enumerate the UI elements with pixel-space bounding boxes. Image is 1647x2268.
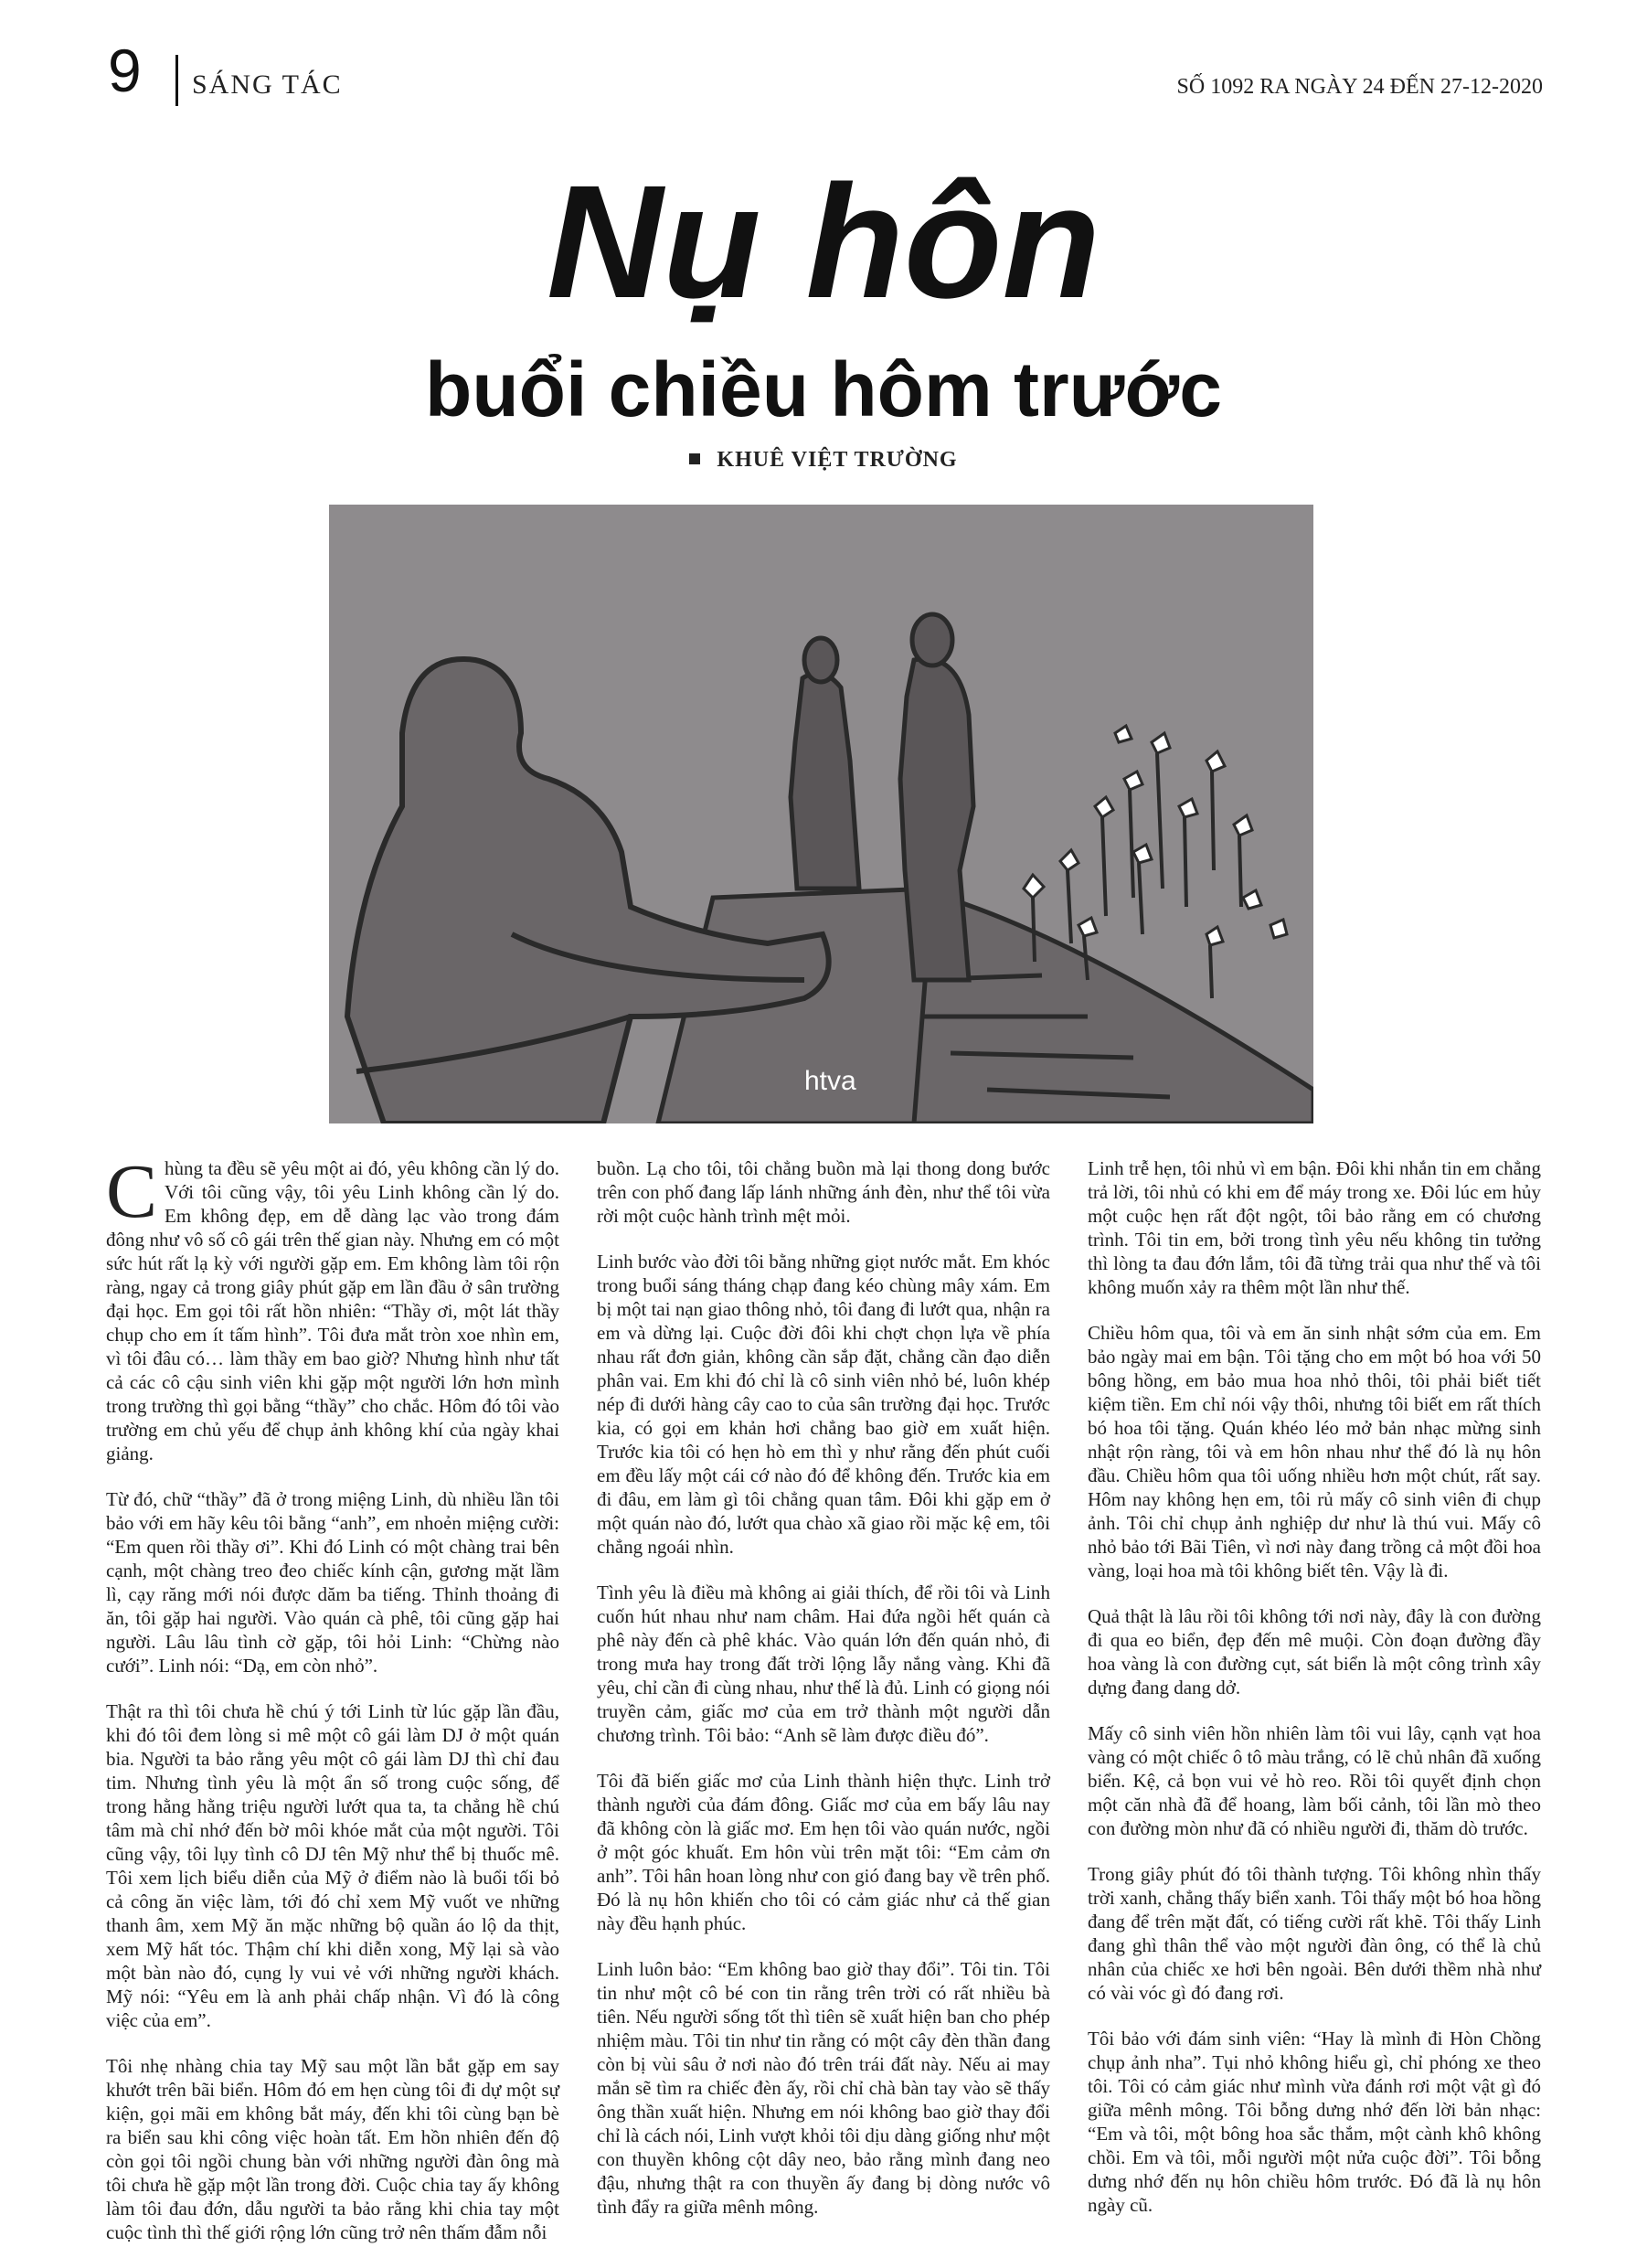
issue-info: SỐ 1092 RA NGÀY 24 ĐẾN 27-12-2020 xyxy=(1176,75,1543,99)
illustration-drawing xyxy=(329,505,1313,1123)
section-name: SÁNG TÁC xyxy=(192,69,343,100)
illustrator-signature: htva xyxy=(804,1066,856,1096)
paragraph: Tình yêu là điều mà không ai giải thích, để rồi tôi và Linh cuốn hút nhau như nam châm. Hai đứa ngồi hết quán cà phê này đến cà phê khác. Vào quán lớn đến quán nhỏ, đi trong mưa hay trong đất trời lộng lẫy nắng vàng. Khi đã yêu, chỉ cần đi cùng nhau, như thế là đủ. Linh có giọng nói truyền cảm, giấc mơ của em trở thành một người dẫn chương trình. Tôi bảo: “Anh sẽ làm được điều đó”. xyxy=(597,1581,1050,1746)
paragraph: Quả thật là lâu rồi tôi không tới nơi này, đây là con đường đi qua eo biển, đẹp đến mê muội. Còn đoạn đường đầy hoa vàng là con đường cụt, sát biển là một công trình xây dựng đang dang dở. xyxy=(1088,1605,1541,1698)
paragraph: Tôi đã biến giấc mơ của Linh thành hiện thực. Linh trở thành người của đám đông. Giấc mơ của em bấy lâu nay đã không còn là giấc mơ. Em hẹn tôi vào quán nước, ngồi ở một góc khuất. Em hôn vùi trên mặt tôi: “Em cảm ơn anh”. Tôi hân hoan lòng như con gió đang bay về trên phố. Đó là nụ hôn khiến cho tôi có cảm giác như cả thế gian này đều hạnh phúc. xyxy=(597,1770,1050,1934)
article-subtitle: buổi chiều hôm trước xyxy=(425,346,1222,432)
paragraph: Chiều hôm qua, tôi và em ăn sinh nhật sớm của em. Em bảo ngày mai em bận. Tôi tặng cho em một bó hoa với 50 bông hồng, em bảo mua hoa nhỏ thôi, tôi phải biết tiết kiệm tiền. Em chỉ nói vậy thôi, nhưng tôi biết em rất thích bó hoa tôi tặng. Quán khéo léo mở bản nhạc mừng sinh nhật rộn ràng, tôi và em hôn nhau như thể đó là nụ hôn đầu. Chiều hôm qua tôi uống nhiều hơn một chút, rất say. Hôm nay không hẹn em, tôi rủ mấy cô sinh viên đi chụp ảnh. Tôi chỉ chụp ảnh nghiệp dư như là thú vui. Mấy cô nhỏ bảo tới Bãi Tiên, vì nơi này đang trồng cả một đồi hoa vàng, loại hoa mà tôi không biết tên. Vậy là đi. xyxy=(1088,1322,1541,1581)
paragraph: Thật ra thì tôi chưa hề chú ý tới Linh từ lúc gặp lần đầu, khi đó tôi đem lòng si mê một cô gái làm DJ ở một quán bia. Người ta bảo rằng yêu một cô gái làm DJ thì chỉ đau tim. Nhưng tình yêu là một ẩn số trong cuộc sống, để trong hằng hằng triệu người lướt qua ta, ta chẳng hề chú tâm mà chỉ nhớ đến bờ môi khóe mắt của một người. Tôi cũng vậy, tôi lụy tình cô DJ tên Mỹ như thể bị thuốc mê. Tôi xem lịch biểu diễn của Mỹ ở điểm nào là buổi tối bỏ cả công ăn việc làm, tới đó chỉ xem Mỹ vuốt ve những thanh âm, xem Mỹ ăn mặc những bộ quần áo lộ da thịt, xem Mỹ hất tóc. Thậm chí khi diễn xong, Mỹ lại sà vào một bàn nào đó, cụng ly vui vẻ với những người khách. Mỹ nói: “Yêu em là anh phải chấp nhận. Vì đó là công việc của em”. xyxy=(106,1700,559,2031)
paragraph: Mấy cô sinh viên hồn nhiên làm tôi vui lây, cạnh vạt hoa vàng có một chiếc ô tô màu trắng, có lẽ chủ nhân đã xuống biển. Kệ, cả bọn vui vẻ hò reo. Rồi tôi quyết định chọn một căn nhà đã để hoang, làm bối cảnh, tôi lần mò theo con đường mòn như đã có nhiều người đi, thăm dò trước. xyxy=(1088,1722,1541,1839)
page-number: 9 xyxy=(108,37,142,104)
paragraph: Tôi nhẹ nhàng chia tay Mỹ sau một lần bắt gặp em say khướt trên bãi biển. Hôm đó em hẹn cùng tôi đi dự một sự kiện, gọi mãi em không bắt máy, đến khi tôi cùng bạn bè ra biển sau khi công việc hoàn tất. Em hồn nhiên đến độ còn gọi tôi ngồi chung bàn với những người đàn ông mà tôi chưa hề gặp một lần trong đời. Cuộc chia tay ấy không làm tôi đau đớn, dẫu người ta bảo rằng khi chia tay một cuộc tình thì thế giới rộng lớn cũng trở nên thấm đẫm nỗi xyxy=(106,2055,559,2243)
bullet-square-icon xyxy=(689,453,700,464)
article-illustration xyxy=(329,505,1313,1123)
paragraph-text: hùng ta đều sẽ yêu một ai đó, yêu không cần lý do. Với tôi cũng vậy, tôi yêu Linh không cần lý do. Em không đẹp, em dễ dàng lạc vào trong đám đông như vô số cô gái trên thế gian này. Nhưng em có một sức hút rất lạ kỳ với người gặp em. Em không làm tôi rộn ràng, ngay cả trong giây phút gặp em lần đầu ở sân trường đại học. Em gọi tôi rất hồn nhiên: “Thầy ơi, một lát thầy chụp cho em ít tấm hình”. Tôi đưa mắt tròn xoe nhìn em, vì tôi đâu có… làm thầy em bao giờ? Nhưng hình như tất cả các cô cậu sinh viên khi gặp một người lớn hơn mình trong trường thì gọi bằng “thầy” cho chắc. Hôm đó tôi vào trường em chủ yếu để chụp ảnh không khí của ngày khai giảng. xyxy=(106,1157,559,1464)
header-divider xyxy=(175,55,178,106)
text-column-2 xyxy=(597,1156,1050,2217)
paragraph: Từ đó, chữ “thầy” đã ở trong miệng Linh, dù nhiều lần tôi bảo với em hãy kêu tôi bằng “anh”, em nhoẻn miệng cười: “Em quen rồi thầy ơi”. Khi đó Linh có một chàng trai bên cạnh, một chàng treo đeo chiếc kính cận, gương mặt lầm lì, cạy răng mới nói được dăm ba tiếng. Thỉnh thoảng đi ăn, tôi gặp hai người. Vào quán cà phê, tôi cũng gặp hai người. Lâu lâu tình cờ gặp, tôi hỏi Linh: “Chừng nào cưới”. Linh nói: “Dạ, em còn nhỏ”. xyxy=(106,1488,559,1677)
paragraph: Linh luôn bảo: “Em không bao giờ thay đổi”. Tôi tin. Tôi tin như một cô bé con tin rằng trên trời có rất nhiều bà tiên. Nếu người sống tốt thì tiên sẽ xuất hiện ban cho phép nhiệm màu. Tôi tin như tin rằng có một cây đèn thần đang còn bị vùi sâu ở nơi nào đó trên trái đất này. Nếu ai may mắn sẽ tìm ra chiếc đèn ấy, rồi chỉ chà bàn tay vào sẽ thấy ông thần xuất hiện. Nhưng em nói không bao giờ thay đổi chỉ là cách nói, Linh vượt khỏi tôi dịu dàng giống như một con thuyền không cột dây neo, bảo rằng mình đang neo đậu, nhưng thật ra con thuyền ấy đang bị dòng nước vô tình đẩy ra giữa mênh mông. xyxy=(597,1958,1050,2218)
article-body xyxy=(106,1149,1541,2243)
author-name: KHUÊ VIỆT TRƯỜNG xyxy=(717,448,958,472)
paragraph: Linh bước vào đời tôi bằng những giọt nước mắt. Em khóc trong buổi sáng tháng chạp đang kéo chùng mây xám. Em bị một tai nạn giao thông nhỏ, tôi đang đi lướt qua, nhận ra em và dừng lại. Cuộc đời đôi khi chợt chọn lựa về phía nhau rất đơn giản, không cần sắp đặt, chẳng cần đạo diễn phân vai. Em khi đó chỉ là cô sinh viên nhỏ bé, luôn khép nép đi dưới hàng cây cao to của sân trường đại học. Trước kia, có gọi em khản hơi chẳng bao giờ em xuất hiện. Trước kia tôi có hẹn hò em thì y như rằng đến phút cuối em đều lấy một cái cớ nào đó để không đến. Trước kia em đi đâu, em làm gì tôi chẳng quan tâm. Đôi khi gặp em ở một quán nào đó, lướt qua chào xã giao rồi mặc kệ em, tôi chẳng ngoái nhìn. xyxy=(597,1251,1050,1558)
paragraph: Tôi bảo với đám sinh viên: “Hay là mình đi Hòn Chồng chụp ảnh nha”. Tụi nhỏ không hiểu gì, chỉ phóng xe theo tôi. Tôi có cảm giác như mình vừa đánh rơi một vật gì đó giữa mênh mông. Tôi bỗng dưng nhớ đến lời bản nhạc: “Em và tôi, một bông hoa sắc thắm, một cành khô không chồi. Em và tôi, mỗi người một nửa cuộc đời”. Tôi bỗng dưng nhớ đến nụ hôn chiều hôm trước. Đó đã là nụ hôn ngày cũ. xyxy=(1088,2028,1541,2216)
page-header xyxy=(108,35,1543,117)
paragraph: buồn. Lạ cho tôi, tôi chẳng buồn mà lại thong dong bước trên con phố đang lấp lánh những ánh đèn, như thể tôi vừa rời một cuộc hành trình mệt mỏi. xyxy=(597,1157,1050,1227)
paragraph: Linh trễ hẹn, tôi nhủ vì em bận. Đôi khi nhắn tin em chẳng trả lời, tôi nhủ có khi em để máy trong xe. Đôi lúc em hủy một cuộc hẹn rất đột ngột, tôi bảo rằng em có chương trình. Tôi tin em, bởi trong tình yêu nếu không tin tưởng thì lòng ta đau đớn lắm, tôi đã từng trải qua như thế và tôi không muốn xảy ra thêm một lần như thế. xyxy=(1088,1157,1541,1298)
text-column-1 xyxy=(106,1149,559,2243)
paragraph: Trong giây phút đó tôi thành tượng. Tôi không nhìn thấy trời xanh, chẳng thấy biển xanh. Tôi thấy một bó hoa hồng đang để trên mặt đất, có tiếng cười rất khẽ. Tôi thấy Linh đang ghì thân thể vào một người đàn ông, có thể là chủ nhân của chiếc xe hơi bên ngoài. Bên dưới thềm nhà như có vài vóc gì đó đang rơi. xyxy=(1088,1863,1541,2004)
paragraph xyxy=(106,1149,559,1465)
text-column-3 xyxy=(1088,1156,1541,2217)
byline xyxy=(0,448,1647,473)
article-title: Nụ hôn xyxy=(546,153,1101,332)
drop-cap: C xyxy=(106,1149,158,1234)
